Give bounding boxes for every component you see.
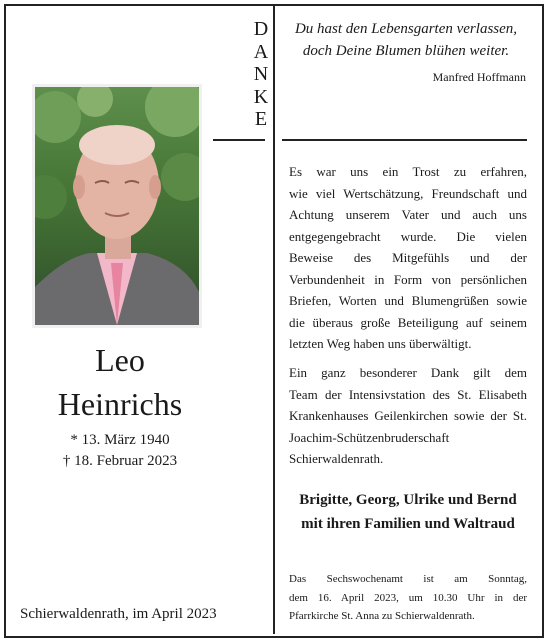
heading-letter: A <box>253 40 269 63</box>
paragraph-line: Briefen, Worten und Blumengrüßen sowie <box>289 293 527 308</box>
heading-letter: E <box>254 108 268 130</box>
death-date: † 18. Februar 2023 <box>62 453 178 469</box>
paragraph-line: Krankenhauses Geilenkirchen sowie der St. <box>289 408 527 423</box>
paragraph-line: Achtung unserem Vater und auch uns <box>289 207 527 222</box>
note-line: Pfarrkirche St. Anna zu Schierwaldenrath. <box>289 610 475 622</box>
danke-heading <box>249 18 273 131</box>
heading-letter: D <box>253 18 269 40</box>
heading-letter: N <box>253 63 269 85</box>
paragraph-line: wie viel Wertschätzung, Freundschaft und <box>289 185 527 201</box>
paragraph-line: Beweise des Mitgefühls und der <box>289 250 527 265</box>
memorial-quote <box>286 18 526 62</box>
special-thanks-paragraph <box>289 362 527 470</box>
paragraph-line: Ein ganz besonderer Dank gilt dem <box>289 365 527 380</box>
deceased-last-name: Heinrichs <box>57 386 183 422</box>
family-line: mit ihren Familien und Waltraud <box>301 516 515 532</box>
place-and-date: Schierwaldenrath, im April 2023 <box>20 606 217 622</box>
quote-author: Manfred Hoffmann <box>432 70 526 84</box>
family-signature <box>289 488 527 536</box>
family-line: Brigitte, Georg, Ulrike und Bernd <box>299 492 517 508</box>
paragraph-line: Team der Intensivstation des St. Elisabeth <box>289 386 527 402</box>
vertical-divider <box>273 4 275 634</box>
paragraph-line: die überaus große Beteiligung auf seinem <box>289 314 527 330</box>
deceased-first-name: Leo <box>95 342 145 378</box>
quote-line: Du hast den Lebensgarten verlassen, <box>294 21 518 37</box>
paragraph-line: Es war uns ein Trost zu erfahren, <box>289 164 527 179</box>
horizontal-divider-right <box>282 139 527 141</box>
heading-letter: K <box>253 85 269 108</box>
portrait-frame <box>32 84 202 328</box>
birth-date: * 13. März 1940 <box>70 432 170 448</box>
quote-line: doch Deine Blumen blühen weiter. <box>302 43 510 59</box>
note-line: Das Sechswochenamt ist am Sonntag, <box>289 573 527 585</box>
paragraph-line: entgegengebracht wurde. Die vielen <box>289 228 527 244</box>
note-line: dem 16. April 2023, um 10.30 Uhr in der <box>289 591 527 604</box>
portrait-illustration <box>35 87 199 325</box>
portrait-photo <box>35 87 199 325</box>
service-note <box>289 570 527 626</box>
thanks-paragraph <box>289 161 527 355</box>
paragraph-line: Verbundenheit in Form von persönlichen <box>289 271 527 287</box>
paragraph-line: Schierwaldenrath. <box>289 451 384 466</box>
horizontal-divider-left <box>213 139 265 141</box>
paragraph-line: letzten Weg haben uns überwältigt. <box>289 336 472 351</box>
paragraph-line: Joachim-Schützenbruderschaft <box>289 429 450 445</box>
